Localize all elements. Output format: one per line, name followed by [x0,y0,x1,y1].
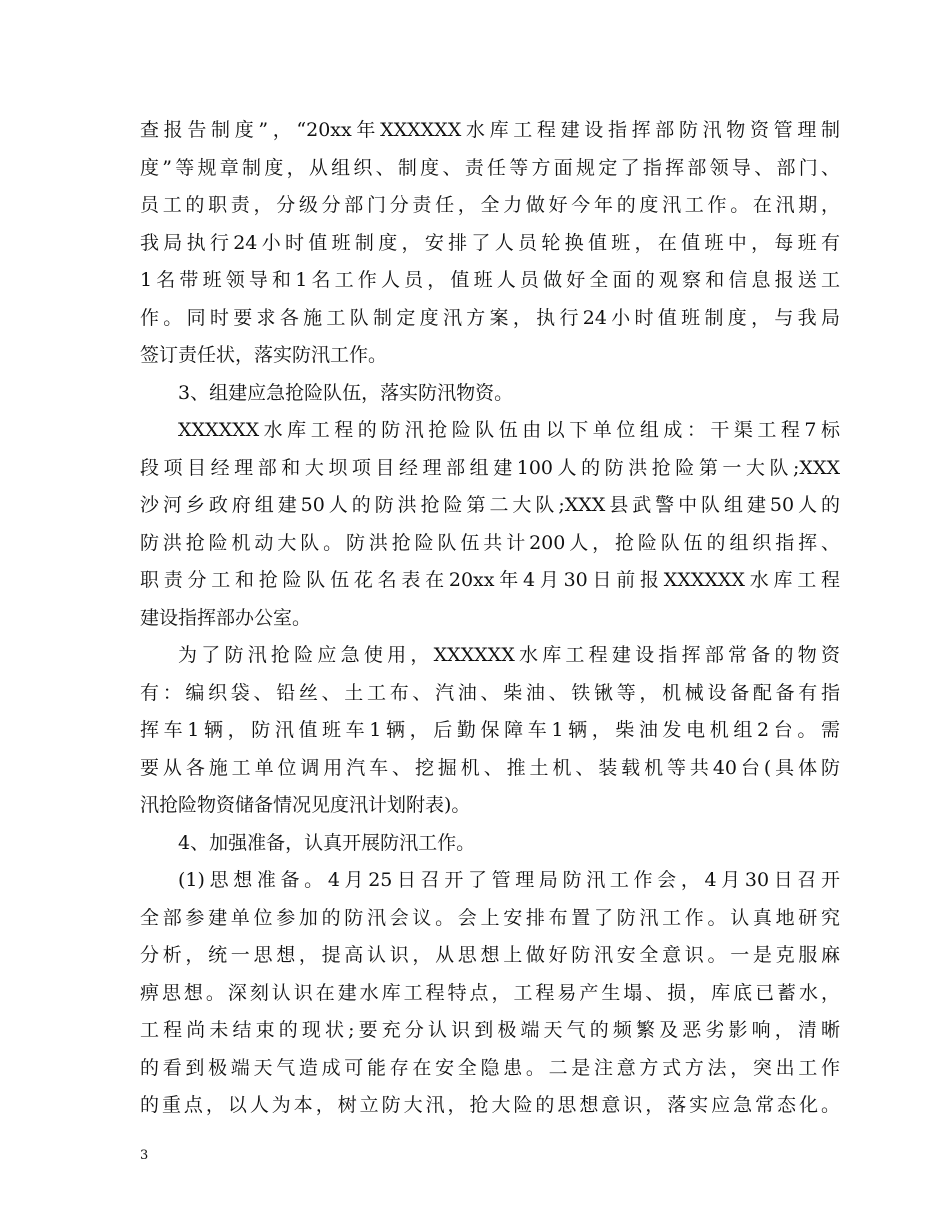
text-line: XXXXXX水库工程的防汛抢险队伍由以下单位组成：干渠工程7标 [178,419,840,441]
text-line: 作。同时要求各施工队制定度汛方案，执行24小时值班制度，与我局 [140,306,840,329]
text-line: 度”等规章制度，从组织、制度、责任等方面规定了指挥部领导、部门、 [140,156,840,179]
text-line: 我局执行24小时值班制度，安排了人员轮换值班，在值班中，每班有 [140,231,840,254]
document-body [140,112,840,1125]
text-line: 痹思想。深刻认识在建水库工程特点，工程易产生塌、损，库底已蓄水， [140,981,840,1004]
section-heading: 4、加强准备，认真开展防汛工作。 [178,831,476,854]
text-line: 查报告制度”，“20xx年XXXXXX水库工程建设指挥部防汛物资管理制 [140,119,840,141]
page-number: 3 [140,1148,149,1163]
text-line: 分析，统一思想，提高认识，从思想上做好防汛安全意识。一是克服麻 [140,944,840,966]
text-line: 要从各施工单位调用汽车、挖掘机、推土机、装载机等共40台(具体防 [140,756,840,779]
text-line: 员工的职责，分级分部门分责任，全力做好今年的度汛工作。在汛期， [140,194,840,216]
section-heading: 3、组建应急抢险队伍，落实防汛物资。 [178,381,514,404]
text-line: 建设指挥部办公室。 [140,606,312,629]
text-line: 有：编织袋、铅丝、土工布、汽油、柴油、铁锹等，机械设备配备有指 [140,681,840,704]
text-line: 1名带班领导和1名工作人员，值班人员做好全面的观察和信息报送工 [140,269,840,291]
text-line: 段项目经理部和大坝项目经理部组建100人的防洪抢险第一大队;XXX [140,456,840,479]
text-line: 的看到极端天气造成可能存在安全隐患。二是注意方式方法，突出工作 [140,1056,840,1079]
text-line: 的重点，以人为本，树立防大汛，抢大险的思想意识，落实应急常态化。 [140,1094,840,1116]
text-line: 沙河乡政府组建50人的防洪抢险第二大队;XXX县武警中队组建50人的 [140,494,840,516]
text-line: 挥车1辆，防汛值班车1辆，后勤保障车1辆，柴油发电机组2台。需 [140,719,840,741]
text-line: 全部参建单位参加的防汛会议。会上安排布置了防汛工作。认真地研究 [140,906,840,929]
text-line: 签订责任状，落实防汛工作。 [140,344,388,366]
text-line: 工程尚未结束的现状;要充分认识到极端天气的频繁及恶劣影响，清晰 [140,1019,840,1041]
text-line: 汛抢险物资储备情况见度汛计划附表)。 [140,794,471,816]
text-line: (1)思想准备。4月25日召开了管理局防汛工作会，4月30日召开 [178,869,840,891]
text-line: 为了防汛抢险应急使用，XXXXXX水库工程建设指挥部常备的物资 [178,644,840,666]
text-line: 防洪抢险机动大队。防洪抢险队伍共计200人，抢险队伍的组织指挥、 [140,531,840,554]
text-line: 职责分工和抢险队伍花名表在20xx年4月30日前报XXXXXX水库工程 [140,569,840,591]
